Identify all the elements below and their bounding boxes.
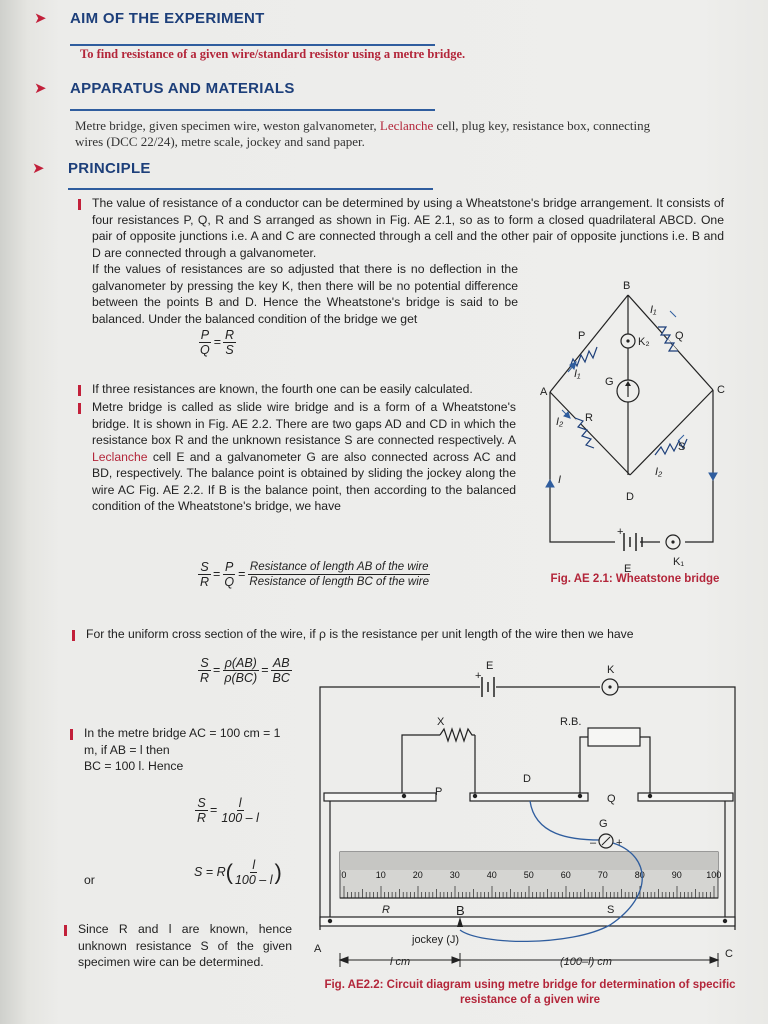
arm-dc <box>630 390 713 475</box>
resistance-box <box>588 728 640 746</box>
equation-s: S = R( $\frac{l}{100 - l}$ ) <box>194 858 282 887</box>
cell-wire-right <box>685 390 713 542</box>
principle-rule <box>68 188 433 190</box>
scale-number: 30 <box>449 870 460 880</box>
arrow-icon: ➤ <box>34 80 47 97</box>
apparatus-heading-text: APPARATUS AND MATERIALS <box>70 80 295 97</box>
scale-number: 60 <box>560 870 571 880</box>
label-b: B <box>623 280 631 292</box>
scale-number: 20 <box>412 870 423 880</box>
label-g: G <box>599 818 608 830</box>
principle-para-1: The value of resistance of a conductor can be determined by using a Wheatstone's bridge arrangement. It consists of four resistances P, Q, R and S arranged as shown in Fig. AE 2.1, so as to form a closed quadrilateral ABCD. One pair of opposite junctions i.e. A and C are connected through a cell and the other pair of opposite junctions i.e. B and D are connected through a galvanometer. <box>92 196 724 260</box>
apparatus-rule <box>70 109 435 111</box>
current-arrow-icon <box>709 473 717 480</box>
label-i2: I₂ <box>655 466 663 478</box>
apparatus-text <box>75 118 735 150</box>
label-rb: R.B. <box>560 716 582 728</box>
cell-e-icon <box>482 677 494 697</box>
label-rest-cm: (100–l) cm <box>560 956 612 968</box>
scale-number: 70 <box>597 870 608 880</box>
wheatstone-bridge-diagram <box>530 275 740 575</box>
fig2-caption: Fig. AE2.2: Circuit diagram using metre bridge for determination of specific resistance of a given wire <box>324 979 736 1006</box>
resistor-x <box>440 729 475 741</box>
metal-strip-left <box>324 793 436 801</box>
label-i: I <box>558 474 562 486</box>
scale-number: 10 <box>375 870 386 880</box>
label-r: R <box>585 412 593 424</box>
bullet-icon <box>78 199 81 210</box>
label-i1: I₁ <box>650 304 657 316</box>
fig1-caption: Fig. AE 2.1: Wheatstone bridge <box>550 573 720 585</box>
cell-wire-left <box>550 392 615 542</box>
bullet-icon <box>64 925 67 936</box>
label-k2: K₂ <box>638 336 650 348</box>
label-e: E <box>486 660 494 672</box>
bullet-icon <box>72 630 75 641</box>
label-c: C <box>717 384 725 396</box>
label-b: B <box>456 903 465 918</box>
aim-heading-text: AIM OF THE EXPERIMENT <box>70 10 265 27</box>
label-jockey: jockey (J) <box>412 934 460 946</box>
scale-number: 50 <box>523 870 534 880</box>
cell-e-icon <box>624 533 642 551</box>
scale-number: 40 <box>486 870 497 880</box>
label-i2: I₂ <box>556 416 564 428</box>
rb-wire-left <box>580 737 588 795</box>
metre-bridge-diagram <box>310 655 755 975</box>
label-e: E <box>624 563 632 575</box>
principle-heading-text: PRINCIPLE <box>68 160 151 177</box>
arrow-icon: ➤ <box>34 10 47 27</box>
label-s: S <box>607 904 615 916</box>
galvanometer-lead <box>530 801 600 840</box>
label-x: X <box>437 716 445 728</box>
equation-metre-bridge: $\frac{S}{R}$ = $\frac{P}{Q}$ = $\frac{\text{Resistance of length AB of the wire}}{\text{Resistance of length BC of the wire}}$ <box>200 560 430 589</box>
principle-para-5: In the metre bridge AC = 100 cm = 1 m, if AB = l then BC = 100 l. Hence <box>84 726 281 773</box>
aim-rule <box>70 44 435 46</box>
label-k: K <box>607 664 615 676</box>
label-g: G <box>605 376 614 388</box>
svg-text:+: + <box>617 526 624 538</box>
bullet-icon <box>70 729 73 740</box>
label-k1: K₁ <box>673 556 685 568</box>
scale-number: 100 <box>706 870 722 880</box>
label-a: A <box>540 386 548 398</box>
scale-number: 0 <box>341 870 347 880</box>
bullet-icon <box>78 403 81 414</box>
or-label: or <box>84 873 95 887</box>
arm-ab <box>550 295 628 392</box>
aim-heading <box>34 10 265 27</box>
label-l-cm: l cm <box>390 956 411 968</box>
label-d: D <box>626 491 634 503</box>
equation-rho: $\frac{S}{R}$ = $\frac{\rho(AB)}{\rho(BC)}$ = $\frac{AB}{BC}$ <box>200 656 290 685</box>
svg-text:–: – <box>590 837 597 849</box>
base-strip <box>320 917 735 926</box>
equation-l: $\frac{S}{R}$ = $\frac{l}{100 - l}$ <box>197 796 259 825</box>
principle-para-1b: If the values of resistances are so adjusted that there is no deflection in the galvanometer by pressing the key K, then there will be no potential difference between the points B and D. Hence the Wheatstone's bridge is said to be balanced. Under the balanced condition of the bridge we get <box>92 262 518 326</box>
current-arrow-icon <box>546 480 554 487</box>
rb-wire-right <box>640 737 650 795</box>
aim-text: To find resistance of a given wire/standard resistor using a metre bridge. <box>80 47 466 61</box>
metal-strip-right <box>638 793 733 801</box>
arm-ad <box>550 392 630 475</box>
bullet-icon <box>78 385 81 396</box>
label-s: S <box>678 441 686 453</box>
label-d: D <box>523 773 531 785</box>
label-p: P <box>578 330 586 342</box>
label-c: C <box>725 948 733 960</box>
label-q: Q <box>607 793 616 805</box>
scale-number: 80 <box>634 870 645 880</box>
principle-para-4: For the uniform cross section of the wire, if ρ is the resistance per unit length of the wire then we have <box>86 627 634 641</box>
apparatus-line-2: wires (DCC 22/24), metre scale, jockey and sand paper. <box>75 134 365 149</box>
principle-para-3: Metre bridge is called as slide wire bridge and is a form of a Wheatstone's bridge. It is shown in Fig. AE 2.2. There are two gaps AD and CD in which the resistance box R and the unknown resistance S are connected respectively. A Leclanche cell E and a galvanometer G are also connected across AC and BD, respectively. The balance point is obtained by sliding the jockey along the wire AC Fig. AE 2.2. If B is the balance point, then according to the balanced condition of the Wheatstone's bridge, we have <box>92 400 516 513</box>
principle-para-2: If three resistances are known, the fourth one can be easily calculated. <box>92 382 473 396</box>
principle-para-6: Since R and l are known, hence unknown resistance S of the given specimen wire can be determined. <box>78 922 292 969</box>
apparatus-line-1: Metre bridge, given specimen wire, weston galvanometer, Leclanche cell, plug key, resistance box, connecting <box>75 118 651 133</box>
metal-strip-middle <box>470 793 588 801</box>
label-i1: I₁ <box>574 368 581 380</box>
svg-text:+: + <box>475 670 482 682</box>
label-p: P <box>435 786 443 798</box>
principle-heading <box>32 160 151 177</box>
label-r: R <box>382 904 390 916</box>
apparatus-heading <box>34 80 295 97</box>
equation-balance: $\frac{P}{Q}$ = $\frac{R}{S}$ <box>200 328 235 357</box>
arrow-icon: ➤ <box>32 160 45 177</box>
label-q: Q <box>675 330 684 342</box>
svg-text:+: + <box>616 837 623 849</box>
label-a: A <box>314 943 322 955</box>
scale-number: 90 <box>671 870 682 880</box>
